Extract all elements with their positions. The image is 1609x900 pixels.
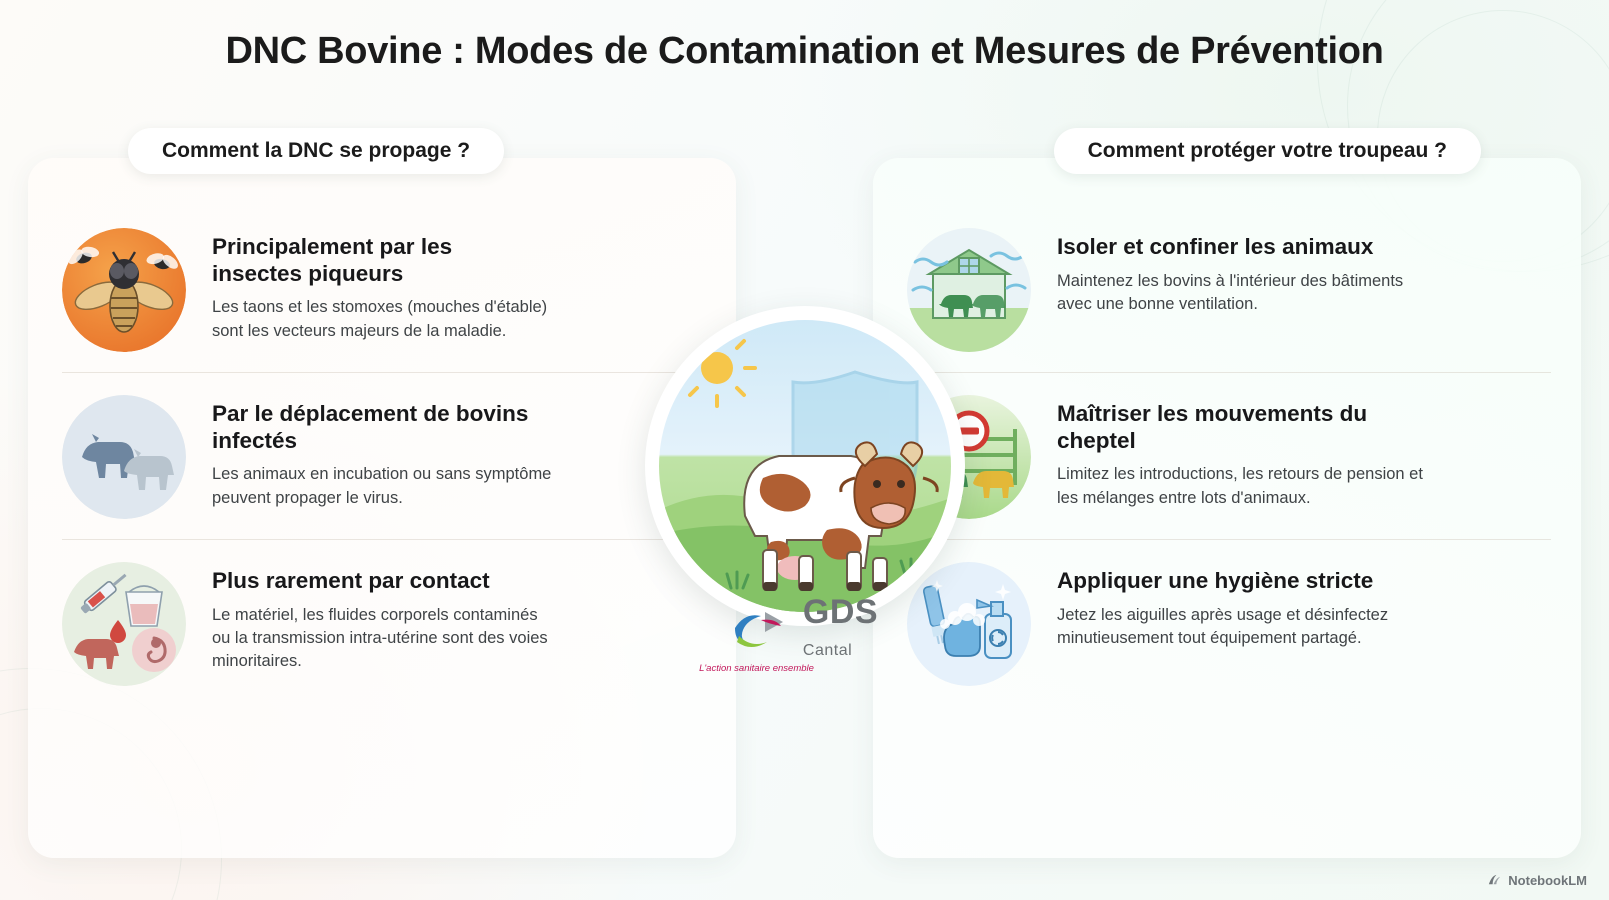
protected-cow-shield-icon [645, 306, 965, 626]
list-item-texts [1057, 395, 1427, 510]
notebooklm-watermark [1487, 873, 1587, 888]
contact-transmission-icon [62, 562, 186, 686]
list-item-title: Par le déplacement de bovins infectés [212, 401, 529, 453]
transmission-item-list [62, 214, 706, 834]
list-item-title: Isoler et confiner les animaux [1057, 234, 1374, 259]
list-item-title: Principalement par les insectes piqueurs [212, 234, 453, 286]
transmission-panel [28, 158, 736, 858]
list-item [62, 539, 706, 702]
notebooklm-label: NotebookLM [1508, 873, 1587, 888]
prevention-item-list [907, 214, 1551, 834]
transmission-heading: Comment la DNC se propage ? [128, 128, 504, 174]
list-item-description: Maintenez les bovins à l'intérieur des bâtiments avec une bonne ventilation. [1057, 271, 1404, 313]
list-item [907, 372, 1551, 535]
barn-shelter-icon [907, 228, 1031, 352]
list-item-description: Jetez les aiguilles après usage et désinfectez minutieusement tout équipement partagé. [1057, 605, 1389, 647]
list-item [62, 372, 706, 535]
list-item-texts [1057, 228, 1427, 316]
list-item-texts [212, 228, 557, 343]
gds-logo-baseline: L'action sanitaire ensemble [699, 662, 814, 674]
medallion-scene [659, 320, 951, 612]
hygiene-cleaning-icon [907, 562, 1031, 686]
notebooklm-icon [1487, 873, 1502, 888]
biting-insects-icon [62, 228, 186, 352]
list-item-title: Plus rarement par contact [212, 568, 490, 593]
list-item-description: Les taons et les stomoxes (mouches d'étable) sont les vecteurs majeurs de la maladie. [212, 298, 548, 340]
cattle-movement-icon [62, 395, 186, 519]
gds-logo-sub: Cantal [802, 642, 853, 660]
prevention-panel [873, 158, 1581, 858]
list-item-title: Appliquer une hygiène stricte [1057, 568, 1374, 593]
list-item-description: Le matériel, les fluides corporels contaminés ou la transmission intra-utérine sont des voies minoritaires. [212, 605, 548, 671]
page-title: DNC Bovine : Modes de Contamination et Mesures de Prévention [225, 30, 1384, 72]
list-item-texts [1057, 562, 1427, 650]
list-item [907, 214, 1551, 368]
gds-logo-main: GDS [802, 593, 879, 631]
prevention-heading: Comment protéger votre troupeau ? [1054, 128, 1481, 174]
list-item-title: Maîtriser les mouvements du cheptel [1057, 401, 1368, 453]
list-item-texts [212, 562, 557, 674]
list-item [907, 539, 1551, 702]
list-item-texts [212, 395, 557, 510]
list-item [62, 214, 706, 368]
list-item-description: Limitez les introductions, les retours de pension et les mélanges entre lots d'animaux. [1057, 465, 1423, 507]
list-item-description: Les animaux en incubation ou sans symptôme peuvent propager le virus. [212, 465, 552, 507]
